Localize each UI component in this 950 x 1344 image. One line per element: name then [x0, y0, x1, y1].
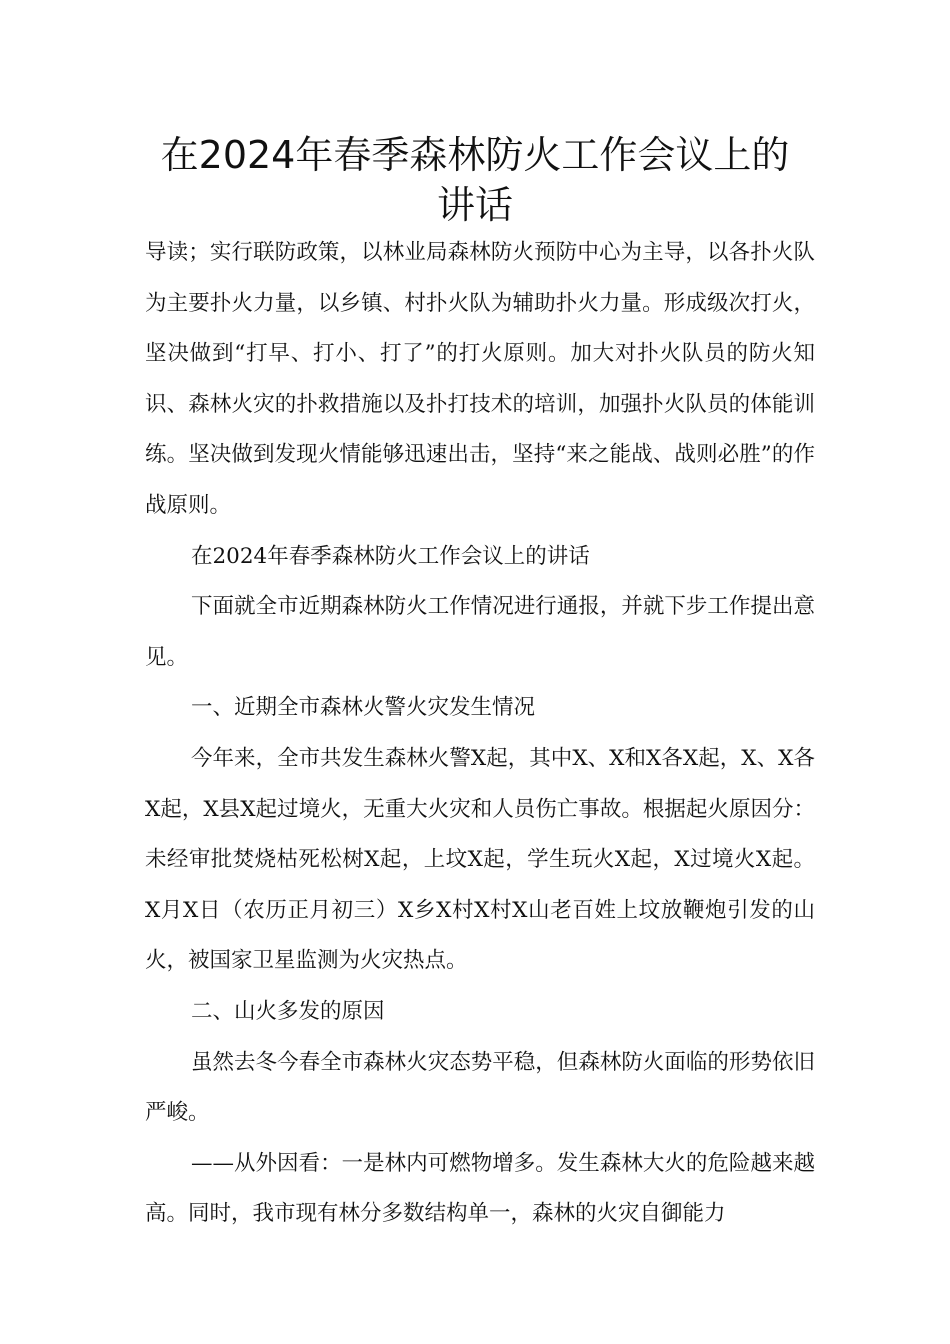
- document-title-line-1: 在2024年春季森林防火工作会议上的: [160, 133, 790, 177]
- situation-summary-paragraph: 虽然去冬今春全市森林火灾态势平稳，但森林防火面临的形势依旧严峻。: [145, 1049, 815, 1126]
- section-heading-2: 二、山火多发的原因: [191, 998, 385, 1024]
- intro-paragraph: 导读；实行联防政策，以林业局森林防火预防中心为主导，以各扑火队为主要扑火力量，以乡镇、村扑火队为辅助扑火力量。形成级次打火，坚决做到“打早、打小、打了”的打火原则。加大对扑火队员的防火知识、森林火灾的扑救措施以及扑打技术的培训，加强扑火队员的体能训练。坚决做到发现火情能够迅速出击，坚持“来之能战、战则必胜”的作战原则。: [145, 240, 815, 518]
- fire-situation-paragraph: 今年来，全市共发生森林火警X起，其中X、X和X各X起，X、X各X起，X县X起过境火，无重大火灾和人员伤亡事故。根据起火原因分：未经审批焚烧枯死松树X起，上坟X起，学生玩火X起，X过境火X起。X月X日（农历正月初三）X乡X村X村X山老百姓上坟放鞭炮引发的山火，被国家卫星监测为火灾热点。: [145, 745, 815, 974]
- speech-heading: 在2024年春季森林防火工作会议上的讲话: [191, 543, 590, 569]
- opening-paragraph: 下面就全市近期森林防火工作情况进行通报，并就下步工作提出意见。: [145, 594, 815, 670]
- document-body: [145, 228, 815, 1240]
- document-title-line-2: 讲话: [436, 183, 513, 227]
- section-heading-1: 一、近期全市森林火警火灾发生情况: [191, 695, 536, 721]
- external-cause-paragraph: ——从外因看：一是林内可燃物增多。发生森林大火的危险越来越高。同时，我市现有林分多数结构单一，森林的火灾自御能力: [145, 1150, 815, 1227]
